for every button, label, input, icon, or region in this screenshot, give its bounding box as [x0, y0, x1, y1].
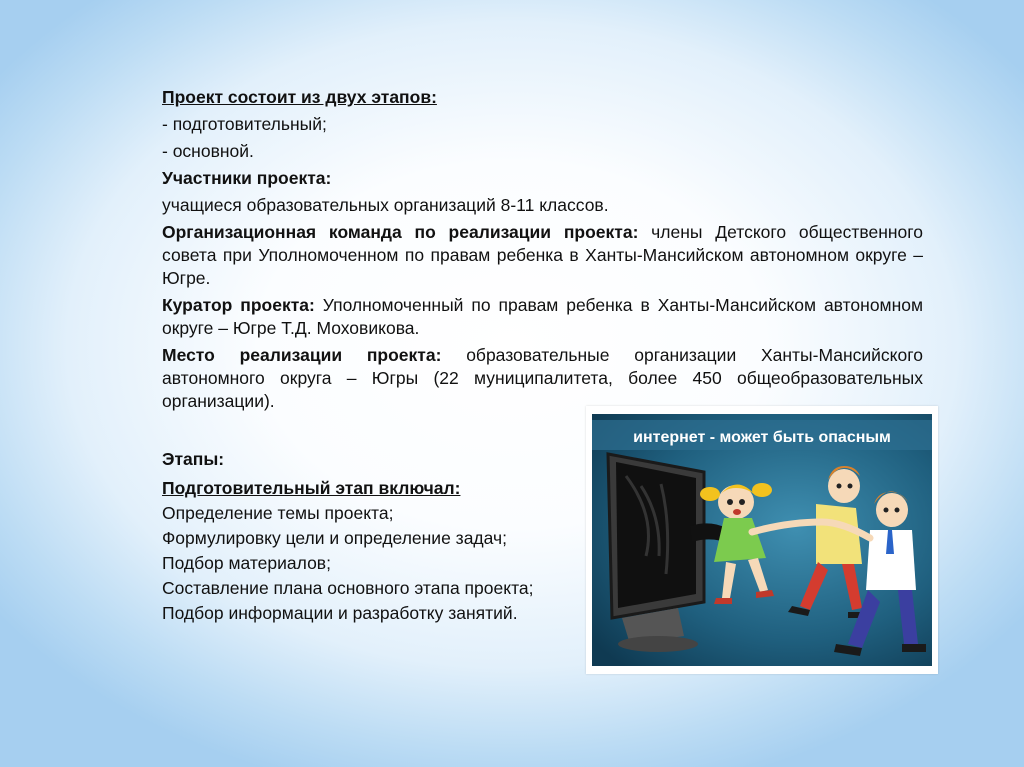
steps-item: Подбор информации и разработку занятий. — [162, 603, 518, 623]
participants-heading: Участники проекта: — [162, 168, 332, 188]
project-description — [162, 86, 923, 413]
stage-item: - основной. — [162, 141, 254, 161]
steps-item: Подбор материалов; — [162, 553, 331, 573]
place-heading: Место реализации проекта: — [162, 345, 442, 365]
illustration-svg — [586, 406, 938, 674]
curator-paragraph — [162, 294, 923, 340]
steps-item: Составление плана основного этапа проекта; — [162, 578, 534, 598]
participants-text: учащиеся образовательных организаций 8-11 классов. — [162, 195, 609, 215]
steps-heading: Этапы: — [162, 449, 225, 469]
curator-heading: Куратор проекта: — [162, 295, 315, 315]
place-paragraph — [162, 344, 923, 413]
internet-danger-illustration — [586, 406, 938, 674]
place-text: образовательные организации Ханты-Мансийского автономного округа – Югры (22 муниципалитета, более 450 общеобразовательных организации). — [162, 345, 923, 411]
prep-heading: Подготовительный этап включал: — [162, 478, 461, 498]
steps-item: Формулировку цели и определение задач; — [162, 528, 507, 548]
team-paragraph — [162, 221, 923, 290]
steps-item: Определение темы проекта; — [162, 503, 394, 523]
stage-item: - подготовительный; — [162, 114, 327, 134]
steps-section — [162, 448, 582, 627]
illustration-caption: интернет - может быть опасным — [633, 429, 891, 446]
team-heading: Организационная команда по реализации проекта: — [162, 222, 639, 242]
stages-heading: Проект состоит из двух этапов: — [162, 87, 437, 107]
team-text: члены Детского общественного совета при Уполномоченном по правам ребенка в Ханты-Мансийском автономном округе – Югре. — [162, 222, 923, 288]
curator-text: Уполномоченный по правам ребенка в Ханты-Мансийском автономном округе – Югре Т.Д. Моховикова. — [162, 295, 924, 338]
